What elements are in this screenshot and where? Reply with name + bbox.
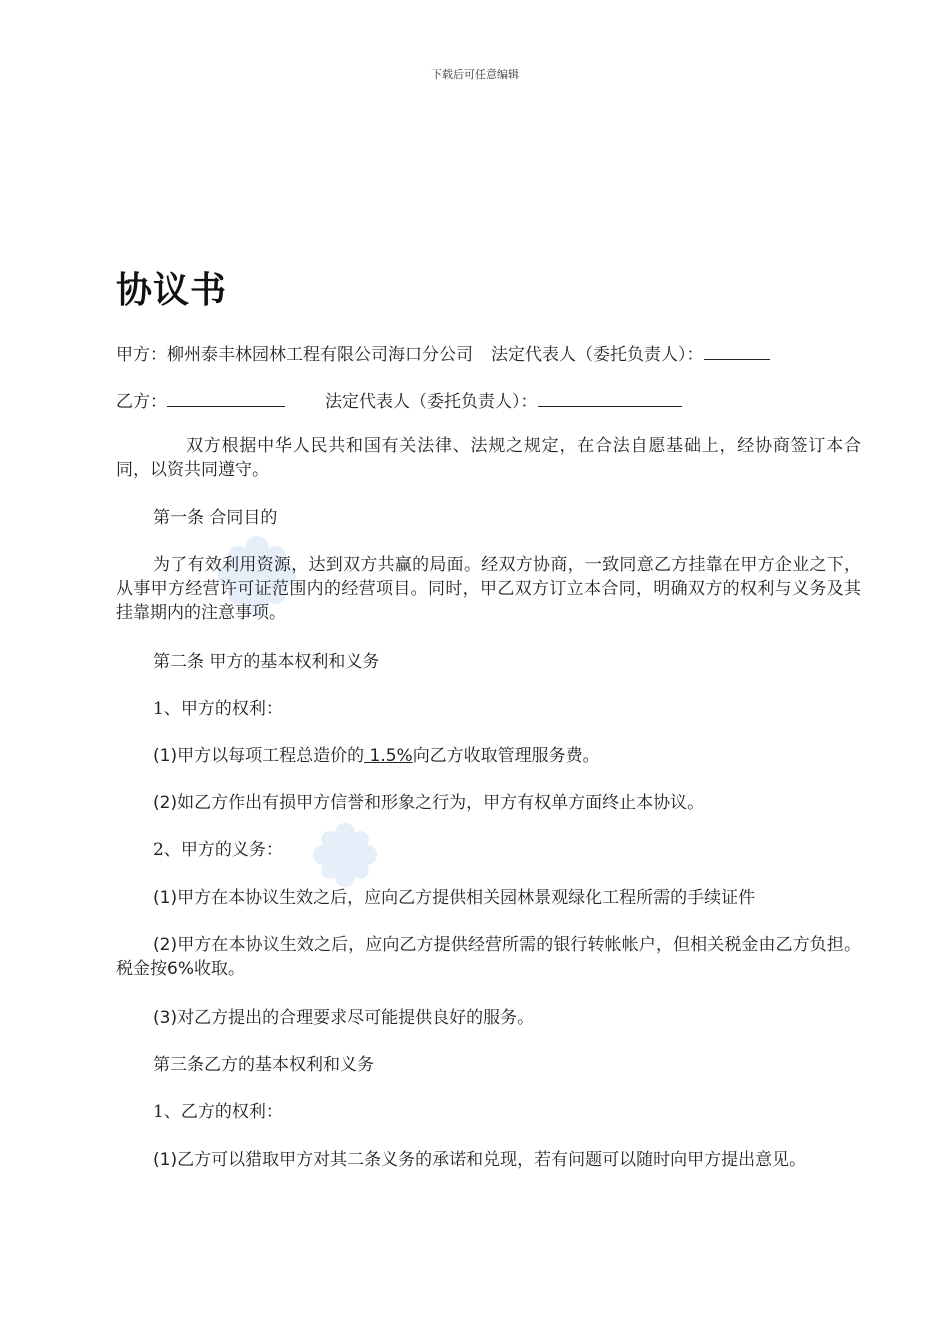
- tax-rate: 6%: [167, 959, 194, 979]
- item-text: 如乙方作出有损甲方信誉和形象之行为，甲方有权单方面终止本协议。: [177, 793, 705, 813]
- party-a-duty-3: [116, 1006, 861, 1030]
- party-b-rights-heading: 1、乙方的权利：: [153, 1102, 283, 1122]
- item-text: 对乙方提出的合理要求尽可能提供良好的服务。: [177, 1008, 535, 1028]
- party-a-duties-heading: 2、甲方的义务：: [153, 840, 283, 860]
- intro-paragraph: 双方根据中华人民共和国有关法律、法规之规定，在合法自愿基础上，经协商签订本合同，以资共同遵守。: [116, 436, 861, 480]
- party-a-right-2: [116, 791, 861, 815]
- item-number: (1): [153, 1150, 178, 1170]
- party-a-right-1: [116, 744, 861, 768]
- item-text: 收取。: [193, 959, 245, 979]
- party-b-label: 乙方：: [116, 392, 167, 412]
- party-a-rights-heading: 1、甲方的权利：: [153, 699, 283, 719]
- party-a-duty-1: [116, 886, 861, 910]
- article-1-heading: 第一条 合同目的: [153, 508, 278, 528]
- party-b-right-1: [116, 1148, 861, 1172]
- party-a-rep-label: 法定代表人（委托负责人）：: [491, 345, 704, 365]
- item-text: 乙方可以猎取甲方对其二条义务的承诺和兑现，若有问题可以随时向甲方提出意见。: [177, 1150, 807, 1170]
- item-number: (1): [153, 746, 178, 766]
- item-text: 向乙方收取管理服务费。: [412, 746, 600, 766]
- item-text: 甲方在本协议生效之后，应向乙方提供经营所需的银行转帐帐户，但相关税金由乙方负担。税金按: [116, 935, 861, 979]
- party-b-name-field: [167, 387, 285, 407]
- party-a-rep-field: [704, 340, 770, 360]
- party-b-rep-field: [538, 387, 682, 407]
- page-header: 下载后可任意编辑: [431, 68, 519, 81]
- party-a-duty-2: [116, 933, 861, 981]
- party-b-rep-label: 法定代表人（委托负责人）：: [325, 392, 538, 412]
- party-a-line: [116, 340, 856, 367]
- item-text: 甲方在本协议生效之后，应向乙方提供相关园林景观绿化工程所需的手续证件: [177, 888, 756, 908]
- party-a-label: 甲方：柳州泰丰林园林工程有限公司海口分公司: [116, 345, 473, 365]
- item-number: (1): [153, 888, 178, 908]
- document-title: 协议书: [116, 269, 228, 311]
- fee-rate: 1.5%: [364, 746, 413, 766]
- article-3-heading: 第三条乙方的基本权利和义务: [153, 1055, 374, 1075]
- article-2-heading: 第二条 甲方的基本权利和义务: [153, 652, 380, 672]
- article-1-body: 为了有效利用资源，达到双方共赢的局面。经双方协商，一致同意乙方挂靠在甲方企业之下，从事甲方经营许可证范围内的经营项目。同时，甲乙双方订立本合同，明确双方的权利与义务及其挂靠期内的注意事项。: [116, 555, 861, 623]
- item-text: 甲方以每项工程总造价的: [177, 746, 365, 766]
- item-number: (3): [153, 1008, 178, 1028]
- item-number: (2): [153, 793, 178, 813]
- item-number: (2): [153, 935, 178, 955]
- party-b-line: [116, 387, 856, 414]
